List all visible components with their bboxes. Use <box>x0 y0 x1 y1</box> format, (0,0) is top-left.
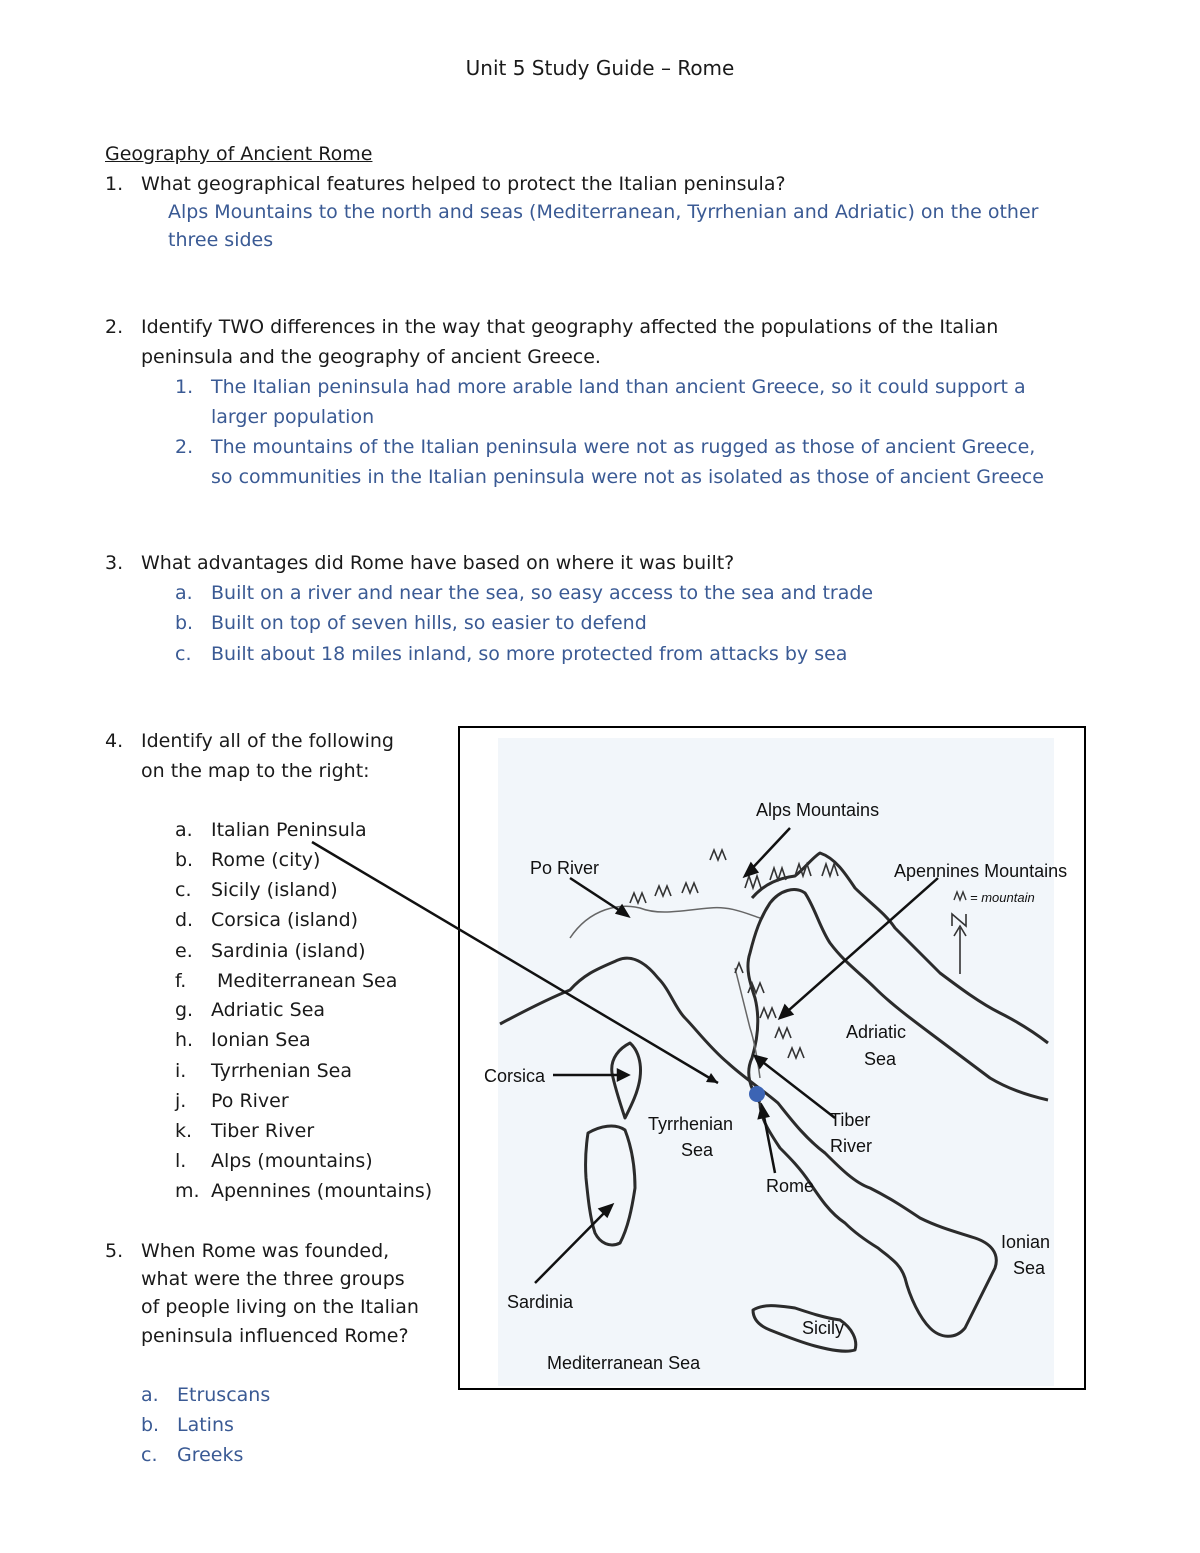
label-alps: Alps Mountains <box>756 800 880 820</box>
list-marker: b. <box>141 1414 160 1436</box>
list-marker: a. <box>141 1384 159 1406</box>
list-marker: a. <box>175 582 193 604</box>
section-heading: Geography of Ancient Rome <box>105 143 373 165</box>
label-tyrrhenian-1: Tyrrhenian <box>648 1114 734 1134</box>
label-tiber-1: Tiber <box>830 1110 871 1130</box>
question-text-line-1: When Rome was founded, <box>141 1240 390 1262</box>
list-item-text: Tyrrhenian Sea <box>211 1060 353 1082</box>
question-number: 1. <box>105 173 124 195</box>
question-number: 4. <box>105 730 124 752</box>
answer-text: Built about 18 miles inland, so more protected from attacks by sea <box>211 643 848 665</box>
answer-text: Etruscans <box>177 1384 271 1406</box>
list-marker: e. <box>175 940 193 962</box>
answer-text: Latins <box>177 1414 234 1436</box>
label-tyrrhenian-2: Sea <box>681 1140 714 1160</box>
question-2-line-2: peninsula and the geography of ancient Greece. <box>141 346 601 368</box>
question-number: 2. <box>105 316 124 338</box>
question-text-line-1: Identify all of the following <box>141 730 394 752</box>
list-marker: 2. <box>175 436 194 458</box>
list-marker: c. <box>141 1444 158 1466</box>
list-item-text: Italian Peninsula <box>211 819 367 841</box>
label-sardinia: Sardinia <box>507 1292 574 1312</box>
answer-text: Built on top of seven hills, so easier to defend <box>211 612 647 634</box>
answer-1-line-2: three sides <box>168 229 274 251</box>
question-5-line-2: what were the three groups <box>141 1268 405 1290</box>
list-marker: a. <box>175 819 193 841</box>
answer-2-1-line-2: larger population <box>211 406 375 428</box>
list-marker: b. <box>175 612 194 634</box>
list-item-text: Tiber River <box>211 1120 315 1142</box>
list-marker: j. <box>175 1090 187 1112</box>
question-5-line-4: peninsula influenced Rome? <box>141 1325 409 1347</box>
list-marker: 1. <box>175 376 194 398</box>
list-marker: l. <box>175 1150 187 1172</box>
question-4-line-2: on the map to the right: <box>141 760 370 782</box>
list-item-text: Corsica (island) <box>211 909 359 931</box>
answer-text: The mountains of the Italian peninsula were not as rugged as those of ancient Greece, <box>211 436 1036 458</box>
list-item-text: Alps (mountains) <box>211 1150 373 1172</box>
label-ionian-2: Sea <box>1013 1258 1046 1278</box>
label-apennines: Apennines Mountains <box>894 861 1068 881</box>
list-marker: g. <box>175 999 194 1021</box>
question-text: What geographical features helped to protect the Italian peninsula? <box>141 173 786 195</box>
list-marker: i. <box>175 1060 187 1082</box>
list-item-text: Mediterranean Sea <box>211 970 398 992</box>
list-item-text: Sicily (island) <box>211 879 338 901</box>
answer-text: Greeks <box>177 1444 244 1466</box>
list-marker: m. <box>175 1180 200 1202</box>
label-rome: Rome <box>766 1176 815 1196</box>
list-marker: h. <box>175 1029 194 1051</box>
list-marker: c. <box>175 879 192 901</box>
answer-1-line-1: Alps Mountains to the north and seas (Mediterranean, Tyrrhenian and Adriatic) on the other <box>168 201 1039 223</box>
label-adriatic-1: Adriatic <box>846 1022 907 1042</box>
list-item-text: Rome (city) <box>211 849 321 871</box>
list-item-text: Adriatic Sea <box>211 999 326 1021</box>
answer-text: Built on a river and near the sea, so easy access to the sea and trade <box>211 582 874 604</box>
list-marker: d. <box>175 909 194 931</box>
list-marker: b. <box>175 849 194 871</box>
question-number: 3. <box>105 552 124 574</box>
list-marker: c. <box>175 643 192 665</box>
label-tiber-2: River <box>830 1136 873 1156</box>
answer-2-2-line-2: so communities in the Italian peninsula were not as isolated as those of ancient Greece <box>211 466 1044 488</box>
label-sicily: Sicily <box>802 1318 845 1338</box>
list-marker: f. <box>175 970 187 992</box>
label-mediterranean: Mediterranean Sea <box>547 1353 701 1373</box>
question-text-line-1: Identify TWO differences in the way that geography affected the populations of the Italian <box>141 316 999 338</box>
label-po-river: Po River <box>530 858 600 878</box>
page-title: Unit 5 Study Guide – Rome <box>465 56 735 80</box>
list-item-text: Ionian Sea <box>211 1029 311 1051</box>
list-item-text: Apennines (mountains) <box>211 1180 433 1202</box>
peninsula-arrow-line <box>312 842 718 1083</box>
question-5-line-3: of people living on the Italian <box>141 1296 419 1318</box>
label-mountain-legend: = mountain <box>970 890 1035 905</box>
list-item-text: Sardinia (island) <box>211 940 366 962</box>
list-marker: k. <box>175 1120 193 1142</box>
label-corsica: Corsica <box>484 1066 546 1086</box>
answer-text: The Italian peninsula had more arable land than ancient Greece, so it could support a <box>211 376 1026 398</box>
list-item-text: Po River <box>211 1090 289 1112</box>
label-ionian-1: Ionian <box>1001 1232 1051 1252</box>
question-text: What advantages did Rome have based on where it was built? <box>141 552 735 574</box>
label-adriatic-2: Sea <box>864 1049 897 1069</box>
question-number: 5. <box>105 1240 124 1262</box>
